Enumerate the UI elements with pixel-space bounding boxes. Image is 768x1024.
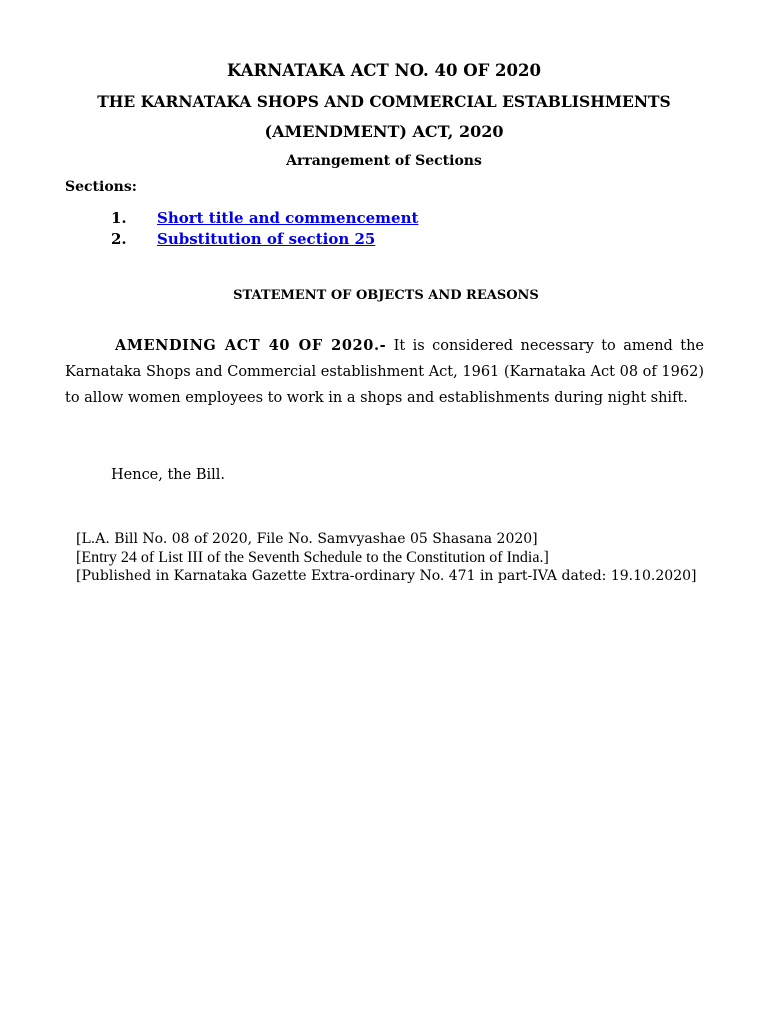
footnotes: [76, 531, 716, 585]
toc-link-substitution-section-25[interactable]: Substitution of section 25: [157, 230, 376, 248]
act-title-line1: THE KARNATAKA SHOPS AND COMMERCIAL ESTABLISHMENTS: [97, 92, 671, 111]
toc-item-substitution: [111, 230, 375, 248]
statement-paragraph: [65, 333, 704, 411]
statement-body: It is considered necessary to amend the Karnataka Shops and Commercial establishment Act, 1961 (Karnataka Act 08 of 1962) to allow women employees to work in a shops and establishments during night shift.: [65, 338, 704, 406]
arrangement-heading: Arrangement of Sections: [286, 153, 482, 169]
closing-line: Hence, the Bill.: [111, 467, 226, 483]
toc-item-short-title: [111, 209, 418, 227]
act-title-line2: (AMENDMENT) ACT, 2020: [264, 122, 504, 141]
toc-item-number: 2.: [111, 230, 127, 248]
toc-item-number: 1.: [111, 209, 127, 227]
toc-link-short-title[interactable]: Short title and commencement: [157, 209, 419, 227]
act-number-heading: KARNATAKA ACT NO. 40 OF 2020: [227, 61, 541, 80]
entry-note: [Entry 24 of List III of the Seventh Schedule to the Constitution of India.]: [76, 549, 549, 566]
statement-heading: STATEMENT OF OBJECTS AND REASONS: [233, 288, 539, 303]
statement-lead: AMENDING ACT 40 OF 2020.-: [115, 337, 387, 354]
bill-note: [L.A. Bill No. 08 of 2020, File No. Samvyashae 05 Shasana 2020]: [76, 531, 538, 547]
sections-label: Sections:: [65, 179, 137, 195]
published-note: [Published in Karnataka Gazette Extra-ordinary No. 471 in part-IVA dated: 19.10.2020]: [76, 568, 697, 584]
